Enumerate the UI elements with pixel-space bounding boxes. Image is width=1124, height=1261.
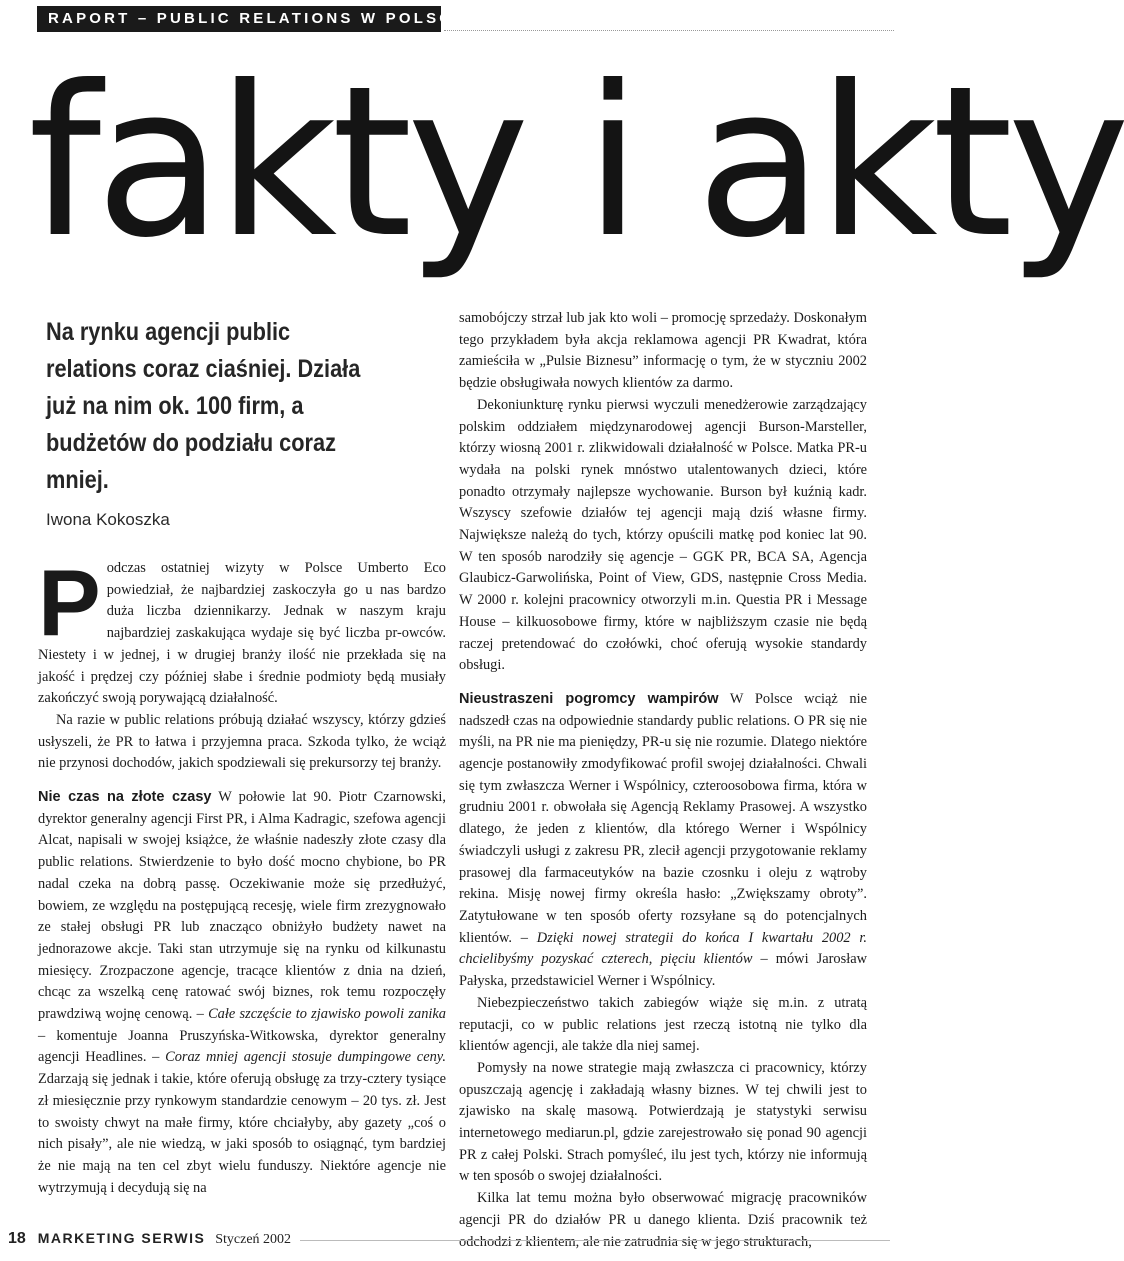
drop-cap: P [38,550,101,655]
magazine-name: MARKETING SERWIS [37,1230,206,1246]
text-column-left [38,550,447,1199]
paragraph: Dekoniunkturę rynku pierwsi wyczuli menedżerowie zarządzający polskim oddziałem międzynarodowej agencji Burson-Marsteller, którzy wiosną 2001 r. zlikwidowali działalność w Polsce. Matka PR-u wydała na polski rynek mnóstwo utalentowanych dzieci, które ponadto otrzymały najlepsze wychowanie. Burson był kuźnią kadr. Wszyscy szefowie działów tej agencji mają dziś własne firmy. Największe należą do tych, którzy opuścili matkę pod koniec lat 90. W ten sposób narodziły się agencje – GGK PR, BCA SA, Agencja Glaubicz-Garwolińska, Point of View, GDS, następnie Cross Media. W 2000 r. kolejni pracownicy otworzyli m.in. Questia PR i Message House – kilkuosobowe firmy, które w najbliższym czasie nie będą raczej pretendować do czołówki, choć oferują wysokie standardy obsługi. [459,396,867,674]
quote: Coraz mniej agencji stosuje dumpingowe ceny. [165,1049,446,1066]
paragraph: Nie czas na złote czasy W połowie lat 90. Piotr Czarnowski, dyrektor generalny agencji First PR, i Alma Kadragic, szefowa agencji Alcat, napisali w swojej książce, że właśnie nadeszły złote czasy dla public relations. Stwierdzenie to było dość mocno chybione, bo PR nadal czeka na dobrą passę. Oczekiwanie może się przedłużyć, bowiem, ze względu na postępującą recesję, wiele firm zrezygnowało ze stałej obsługi PR lub znacząco obniżyło budżety nawet na jednorazowe akcje. Taki stan utrzymuje się na rynku od kilkunastu miesięcy. Zrozpaczone agencje, tracące klientów z dnia na dzień, chcąc za wszelką cenę ratować swój biznes, rok temu rozpoczęły prawdziwą wojnę cenową. – Całe szczęście to zjawisko powoli zanika – komentuje Joanna Pruszyńska-Witkowska, dyrektor generalny agencji Headlines. – Coraz mniej agencji stosuje dumpingowe ceny. Zdarzają się jednak i takie, które oferują obsługę za trzy-cztery tysiące zł miesięcznie przy rynkowym standardzie cenowym – 20 tys. zł. Jest to swoisty chwyt na małe firmy, które chciałyby, aby gazety „coś o nich pisały”, ale nie wiedzą, w jaki sposób to osiągnąć, tym bardziej że nie mają na ten cel zbyt wielu funduszy. Niektóre agencje nie wytrzymują i decydują się na [38,789,447,1196]
quote: Całe szczęście to zjawisko powoli zanika [208,1006,447,1023]
text-column-right [459,308,867,1253]
paragraph: samobójczy strzał lub jak kto woli – promocję sprzedaży. Doskonałym tego przykładem była akcja reklamowa agencji PR Kwadrat, która zamieściła w „Pulsie Biznesu” informację o tym, że w styczniu 2002 będzie obsługiwała nowych klientów za darmo. [459,310,867,392]
author-byline: Iwona Kokoszka [46,510,170,529]
article-lead: Na rynku agencji public relations coraz ciaśniej. Działa już na nim ok. 100 firm, a budżetów do podziału coraz mniej. [46,318,361,494]
paragraph: Kilka lat temu można było obserwować migrację pracowników agencji PR do działów PR u danego klienta. Dziś pracownik też odchodzi z klientem, ale nie zatrudnia się w jego strukturach, [459,1190,867,1250]
footer-rule [300,1240,890,1241]
page-footer [8,1230,291,1248]
paragraph-intro [38,550,446,710]
subheading-golden-times: Nie czas na złote czasy [38,789,212,806]
header-dotted-rule [444,30,894,31]
paragraph-text: odczas ostatniej wizyty w Polsce Umberto Eco powiedział, że najbardziej zaskoczyła go u nas bardzo duża liczba dziennikarzy. Jednak w naszym kraju najbardziej zaskakująca wydaje się być liczba pr-owców. Niestety i w jednej, i w drugiej branży ilość nie przekłada się na jakość i prędzej czy później słabe i średnie podmioty będą musiały zakończyć swoją porywającą działalność. [38,560,446,707]
subheading-vampires: Nieustraszeni pogromcy wampirów [459,690,719,707]
section-label: RAPORT – PUBLIC RELATIONS W POLSCE [37,6,441,32]
paragraph: Nieustraszeni pogromcy wampirów W Polsce wciąż nie nadszedł czas na odpowiednie standardy public relations. O PR się nie myśli, na PR nie ma pieniędzy, PR-u się nie rozumie. Dlatego niektóre agencje postanowiły zmodyfikować profil swojej działalności. Chwali się tym zwłaszcza Werner i Wspólnicy, czteroosobowa firma, która w grudniu 2001 r. obwołała się Agencją Reklamy Prasowej. A wszystko dlatego, że jeden z klientów, dla którego Werner i Wspólnicy świadczyli usługi z zakresu PR, zlecił agencji przygotowanie reklamy prasowej dla farmaceutyków na bazie czosnku i oleju z wątroby rekina. Misję nowej firmy określa hasło: „Zwiększamy obroty”. Zatytułowane w ten sposób oferty rozsyłane są do potencjalnych klientów. – Dzięki nowej strategii do końca I kwartału 2002 r. chcielibyśmy pozyskać czterech, pięciu klientów – mówi Jarosław Pałyska, przedstawiciel Werner i Wspólnicy. [459,690,867,990]
paragraph: Pomysły na nowe strategie mają zwłaszcza ci pracownicy, którzy opuszczają agencję i zakładają własny biznes. W tej chwili jest to zjawisko na skalę masową. Potwierdzają je statystyki serwisu internetowego mediarun.pl, gdzie zarejestrowało się ponad 90 agencji PR z całej Polski. Strach pomyśleć, ilu jest tych, którzy nie informują w ten sposób o swojej działalności. [459,1059,867,1185]
page-number: 18 [8,1230,26,1247]
paragraph: Na razie w public relations próbują działać wszyscy, którzy gdzieś usłyszeli, że PR to łatwa i przyjemna praca. Szkoda tylko, że wciąż nie przynosi dochodów, jakich spodziewali się prekursorzy tej branży. [38,711,446,772]
quote: Dzięki nowej strategii do końca I kwartału 2002 r. chcielibyśmy pozyskać czterech, pięciu klientów [459,929,867,968]
issue-date: Styczeń 2002 [215,1232,292,1247]
paragraph: Niebezpieczeństwo takich zabiegów wiąże się m.in. z utratą reputacji, co w public relations jest rzeczą istotną nie tylko dla klientów agencji, ale także dla niej samej. [459,994,867,1055]
article-headline: fakty i akty [28,42,1124,284]
